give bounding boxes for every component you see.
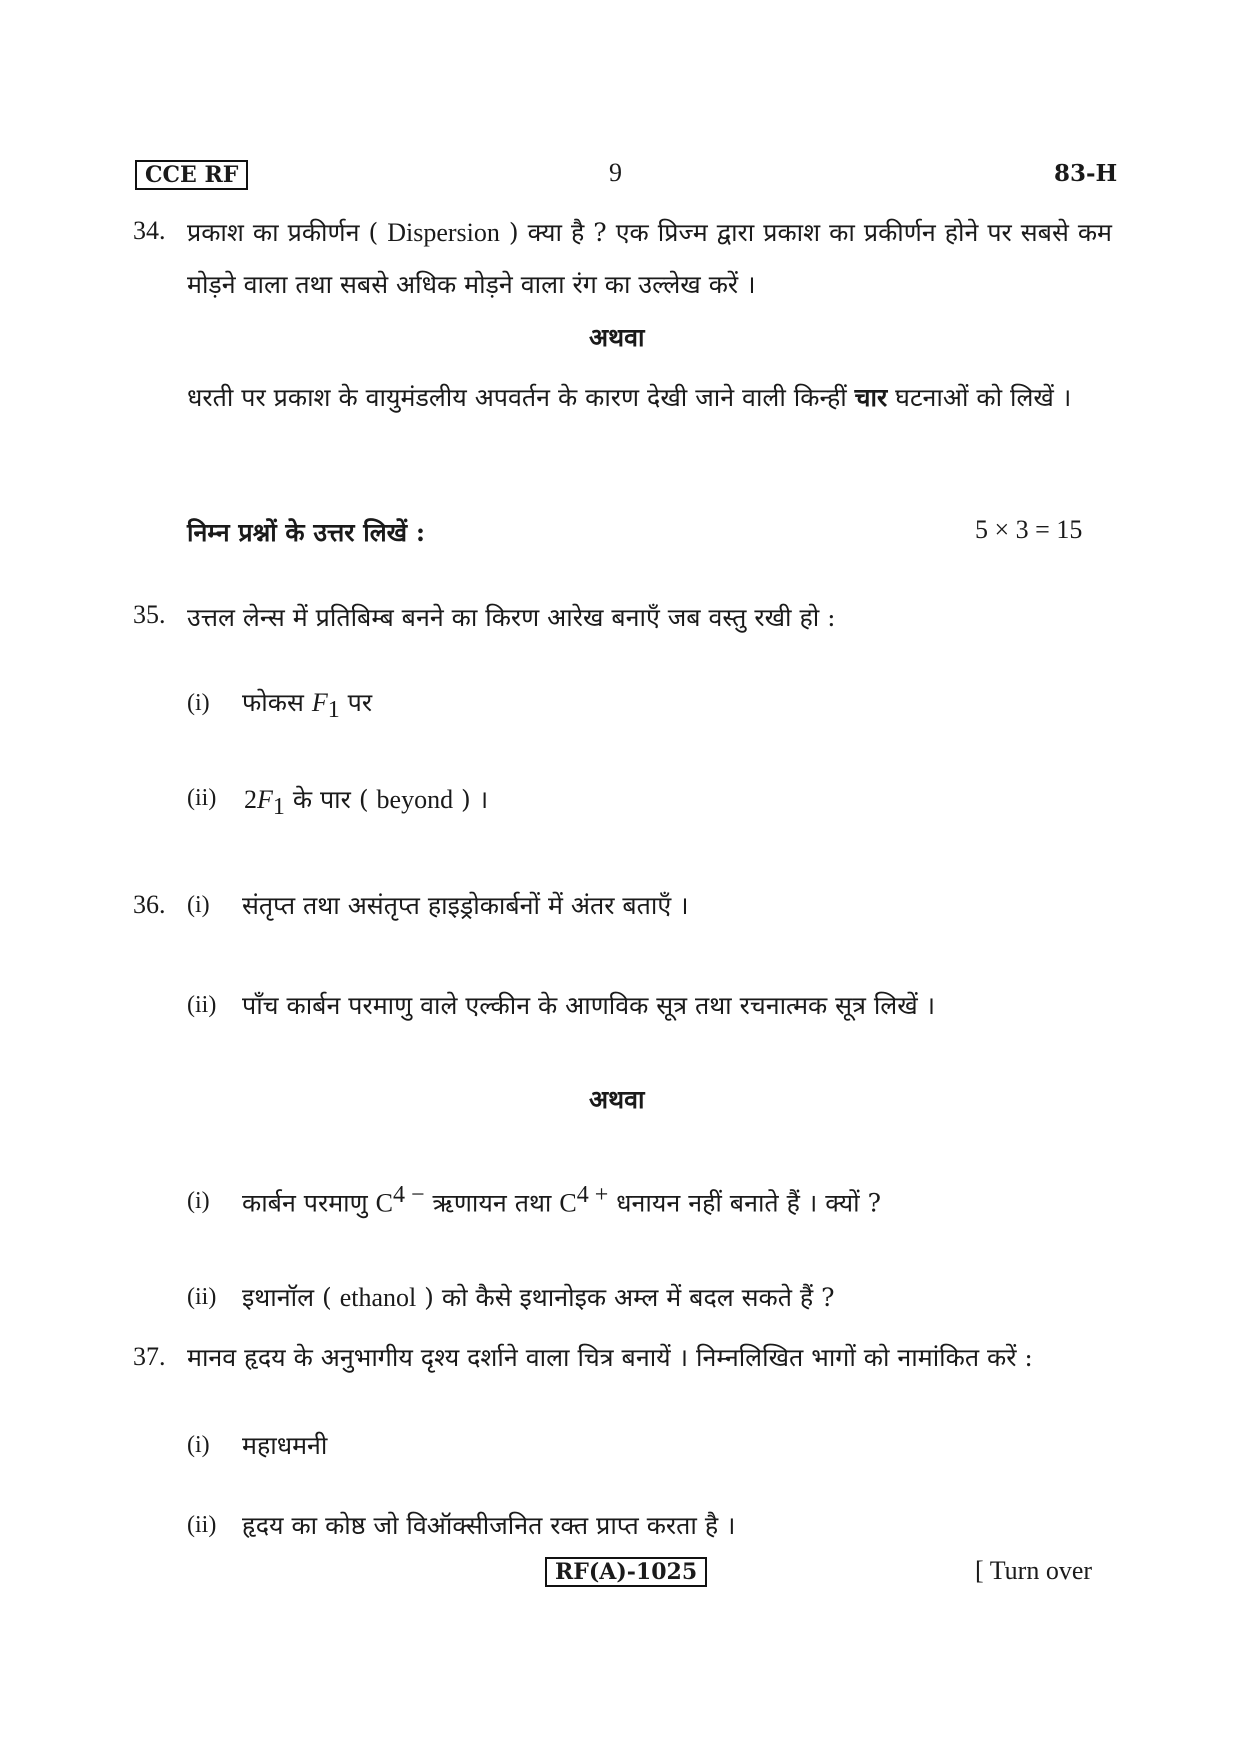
question-36-part-ii: पाँच कार्बन परमाणु वाले एल्कीन के आणविक सूत्र तथा रचनात्मक सूत्र लिखें । [242, 991, 936, 1020]
question-number: 37. [133, 1342, 166, 1371]
question-number: 34. [133, 216, 166, 245]
sub-label: (ii) [187, 785, 217, 811]
paper-code-box: CCE RF [135, 160, 248, 190]
question-number: 35. [133, 600, 166, 629]
sub-label: (ii) [187, 1512, 217, 1538]
question-35-text: उत्तल लेन्स में प्रतिबिम्ब बनने का किरण आरेख बनाएँ जब वस्तु रखी हो : [187, 603, 836, 632]
question-36-part-i: संतृप्त तथा असंतृप्त हाइड्रोकार्बनों में अंतर बताएँ । [242, 891, 689, 920]
page-number: 9 [609, 158, 622, 187]
turn-over-note: [ Turn over [975, 1556, 1093, 1585]
question-34-text: प्रकाश का प्रकीर्णन ( Dispersion ) क्या है ? एक प्रिज्म द्वारा प्रकाश का प्रकीर्णन होने पर सबसे कम मोड़ने वाला तथा सबसे अधिक मोड़ने वाला रंग का उल्लेख करें । [187, 218, 1113, 299]
sub-label: (ii) [187, 1284, 217, 1310]
sub-label: (i) [187, 690, 210, 716]
booklet-code-box: RF(A)-1025 [545, 1557, 707, 1587]
or-separator: अथवा [589, 1085, 645, 1114]
question-36-alt-part-ii: इथानॉल ( ethanol ) को कैसे इथानोइक अम्ल में बदल सकते हैं ? [242, 1283, 835, 1312]
sub-label: (i) [187, 1188, 210, 1214]
question-34-alternative: धरती पर प्रकाश के वायुमंडलीय अपवर्तन के कारण देखी जाने वाली किन्हीं चार घटनाओं को लिखें । [187, 383, 1072, 412]
question-37-part-ii: हृदय का कोष्ठ जो विऑक्सीजनित रक्त प्राप्त करता है । [242, 1511, 736, 1540]
question-35-part-i: फोकस $F_1$ पर [242, 688, 373, 723]
sub-label: (i) [187, 1432, 210, 1458]
question-36-alt-part-i: कार्बन परमाणु $C^{4 -}$ ऋणायन तथा $C^{4 +}$ धनायन नहीं बनाते हैं । क्यों ? [242, 1182, 881, 1218]
section-instruction: निम्न प्रश्नों के उत्तर लिखें : [187, 518, 426, 547]
subject-code: 83-H [1054, 160, 1118, 187]
sub-label: (ii) [187, 992, 217, 1018]
sub-label: (i) [187, 892, 210, 918]
question-35-part-ii: $2F_1$ के पार ( beyond ) । [244, 785, 489, 820]
question-number: 36. [133, 890, 166, 919]
question-37-text: मानव हृदय के अनुभागीय दृश्य दर्शाने वाला चित्र बनायें । निम्नलिखित भागों को नामांकित करें : [187, 1343, 1033, 1372]
or-separator: अथवा [589, 323, 645, 352]
section-marks: 5 × 3 = 15 [975, 515, 1083, 544]
question-37-part-i: महाधमनी [242, 1431, 328, 1460]
